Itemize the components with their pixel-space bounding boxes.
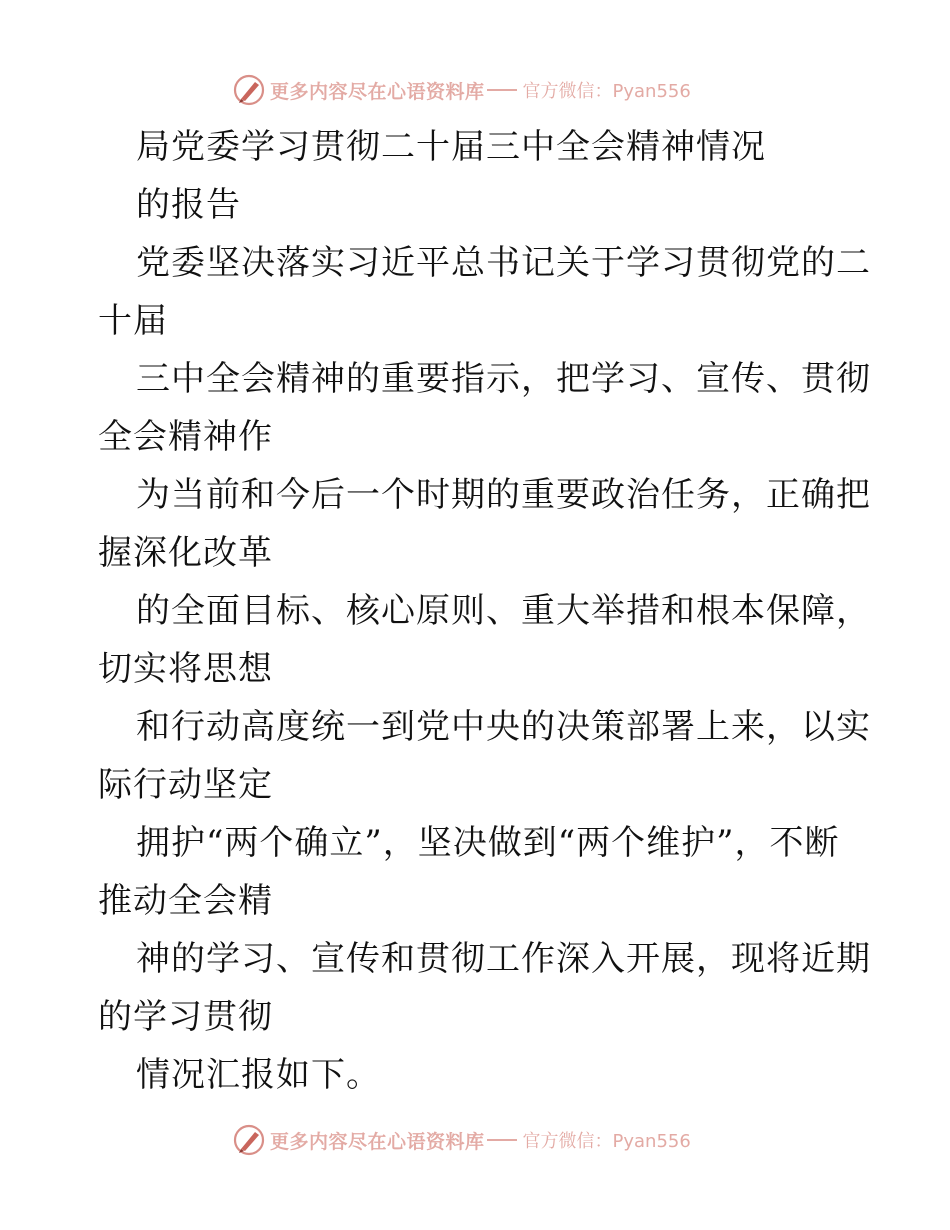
watermark-account: 官方微信：Pyan556 <box>522 1131 691 1152</box>
document-line: 的学习贯彻 <box>98 997 273 1037</box>
document-line: 全会精神作 <box>98 417 273 457</box>
document-line: 情况汇报如下。 <box>136 1055 381 1095</box>
document-line: 为当前和今后一个时期的重要政治任务，正确把 <box>136 475 871 515</box>
watermark-text: 更多内容尽在心语资料库 <box>270 80 485 103</box>
watermark-separator <box>487 89 517 91</box>
document-line: 握深化改革 <box>98 533 273 573</box>
pen-logo-icon <box>232 73 266 107</box>
document-line: 推动全会精 <box>98 881 273 921</box>
document-line: 十届 <box>98 301 168 341</box>
document-line: 拥护“两个确立”，坚决做到“两个维护”，不断 <box>136 823 840 863</box>
document-line: 神的学习、宣传和贯彻工作深入开展，现将近期 <box>136 939 871 979</box>
watermark-text: 更多内容尽在心语资料库 <box>270 1130 485 1153</box>
watermark-separator <box>487 1139 517 1141</box>
document-line: 切实将思想 <box>98 649 273 689</box>
document-line: 党委坚决落实习近平总书记关于学习贯彻党的二 <box>136 243 871 283</box>
watermark-account: 官方微信：Pyan556 <box>522 81 691 102</box>
document-line: 际行动坚定 <box>98 765 273 805</box>
document-line: 的报告 <box>136 185 241 225</box>
pen-logo-icon <box>232 1123 266 1157</box>
footer-watermark <box>232 1122 691 1158</box>
document-line: 局党委学习贯彻二十届三中全会精神情况 <box>136 127 766 167</box>
header-watermark <box>232 72 691 108</box>
document-line: 的全面目标、核心原则、重大举措和根本保障， <box>136 591 871 631</box>
document-line: 和行动高度统一到党中央的决策部署上来，以实 <box>136 707 871 747</box>
document-body <box>98 118 871 1104</box>
document-line: 三中全会精神的重要指示，把学习、宣传、贯彻 <box>136 359 871 399</box>
